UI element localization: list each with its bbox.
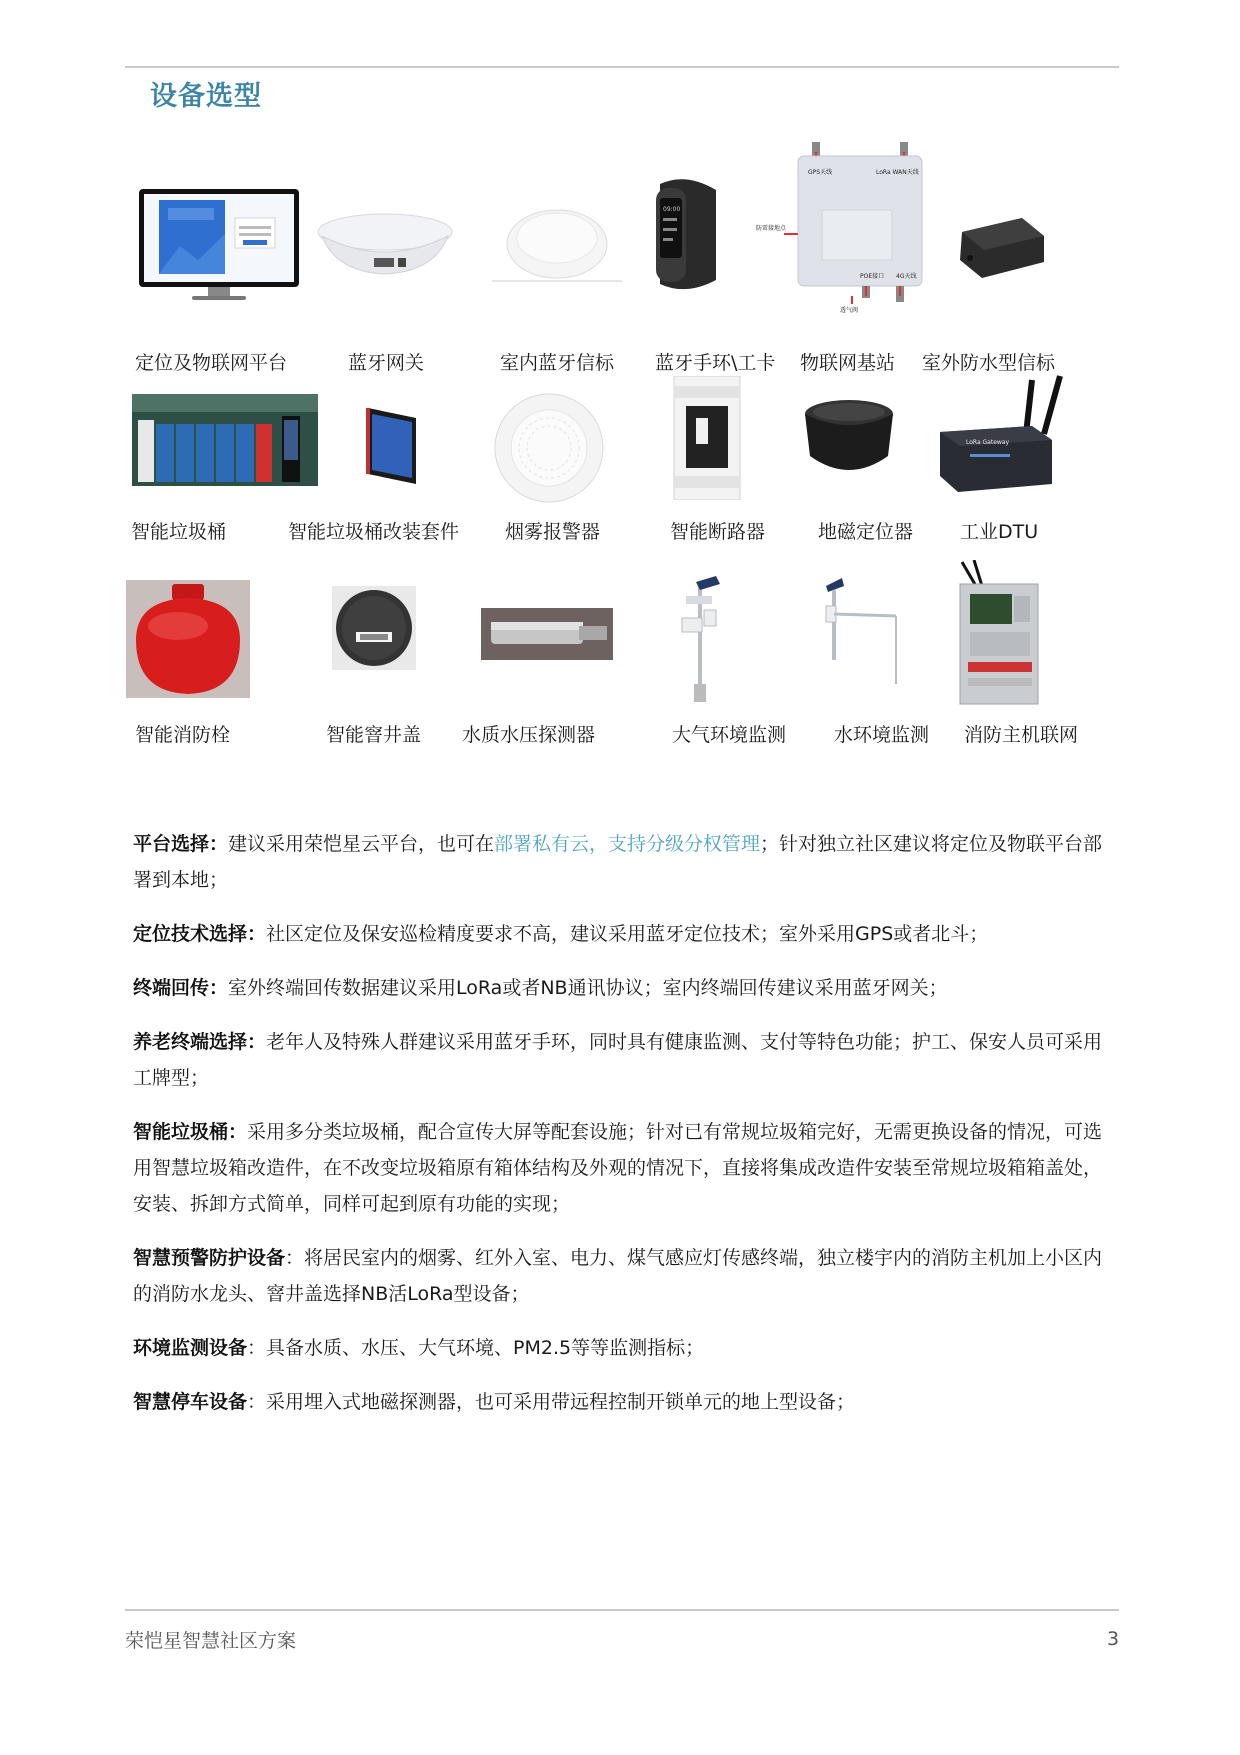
vent-label: 透气阀 <box>840 307 859 314</box>
indoor-beacon-image <box>492 200 622 282</box>
paragraph-label: 定位技术选择： <box>133 923 267 945</box>
smart-breaker-image <box>668 376 746 500</box>
paragraph-text: ：具备水质、水压、大气环境、PM2.5等等监测指标； <box>247 1337 705 1359</box>
lora-antenna-label: LoRa WAN天线 <box>876 169 919 176</box>
paragraph-label: 终端回传： <box>133 977 229 999</box>
4g-antenna-label: 4G天线 <box>896 273 917 280</box>
paragraph-platform <box>133 826 1105 898</box>
dtu-label-text: LoRa Gateway <box>966 439 1010 446</box>
paragraph-environment <box>133 1330 1105 1366</box>
platform-monitor-image <box>138 188 300 302</box>
smart-bins-image <box>132 394 318 486</box>
device-caption: 智能断路器 <box>670 521 766 543</box>
paragraph-text: 采用多分类垃圾桶，配合宣传大屏等配套设施；针对已有常规垃圾箱完好，无需更换设备的情况，可选用智慧垃圾箱改造件，在不改变垃圾箱原有箱体结构及外观的情况下，直接将集成改造件安装至常规垃圾箱箱盖处，安装、拆卸方式简单，同样可起到原有功能的实现； <box>133 1121 1103 1215</box>
device-caption: 室内蓝牙信标 <box>500 352 615 374</box>
water-pressure-probe-image <box>481 608 613 660</box>
paragraph-text: 室外终端回传数据建议采用LoRa或者NB通讯协议；室内终端回传建议采用蓝牙网关； <box>228 977 948 999</box>
smoke-alarm-image <box>476 388 622 506</box>
smart-hydrant-image <box>126 580 250 698</box>
device-caption: 智能垃圾桶 <box>131 521 227 543</box>
paragraph-text: 建议采用荣恺星云平台，也可在 <box>228 833 495 855</box>
header-rule <box>125 66 1119 68</box>
iot-base-station-image <box>712 140 932 318</box>
footer-doc-title: 荣恺星智慧社区方案 <box>125 1630 297 1652</box>
device-caption: 水环境监测 <box>834 724 930 746</box>
device-caption: 工业DTU <box>960 521 1039 543</box>
paragraph-warning <box>133 1240 1105 1312</box>
device-caption: 室外防水型信标 <box>922 352 1056 374</box>
device-caption: 定位及物联网平台 <box>135 352 288 374</box>
paragraph-label: 智慧停车设备 <box>133 1391 248 1413</box>
paragraph-text: 社区定位及保安巡检精度要求不高，建议采用蓝牙定位技术；室外采用GPS或者北斗； <box>266 923 989 945</box>
device-caption: 烟雾报警器 <box>505 521 601 543</box>
poe-label: POE接口 <box>860 273 885 280</box>
device-caption: 智能垃圾桶改装套件 <box>288 521 460 543</box>
water-monitoring-station-image <box>812 578 906 688</box>
paragraph-elderly <box>133 1024 1105 1096</box>
paragraph-bins <box>133 1114 1105 1222</box>
footer-rule <box>125 1609 1119 1611</box>
device-caption: 消防主机联网 <box>964 724 1079 746</box>
device-caption: 大气环境监测 <box>672 724 787 746</box>
device-caption: 水质水压探测器 <box>462 724 596 746</box>
paragraph-label: 智能垃圾桶： <box>133 1121 248 1143</box>
paragraph-positioning <box>133 916 1105 952</box>
bin-retrofit-kit-image <box>362 404 424 488</box>
section-title: 设备选型 <box>150 81 262 112</box>
highlight-text: 部署私有云，支持分级分权管理 <box>494 833 761 855</box>
paragraph-label: 养老终端选择： <box>133 1031 267 1053</box>
industrial-dtu-image <box>922 374 1074 504</box>
page-number: 3 <box>1107 1628 1120 1650</box>
device-caption: 物联网基站 <box>800 352 896 374</box>
paragraph-text: ；针对独立社区建议将定位及物联平台部署到本地； <box>133 833 1103 891</box>
outdoor-beacon-image <box>952 212 1052 284</box>
paragraph-text: 老年人及特殊人群建议采用蓝牙手环，同时具有健康监测、支付等特色功能；护工、保安人员可采用工牌型； <box>133 1031 1103 1089</box>
geomagnetic-sensor-image <box>800 396 898 480</box>
gps-antenna-label: GPS天线 <box>808 169 833 176</box>
bluetooth-gateway-image <box>316 212 454 282</box>
paragraph-backhaul <box>133 970 1105 1006</box>
air-monitoring-station-image <box>668 574 744 702</box>
fire-host-controller-image <box>948 560 1040 706</box>
smart-manhole-cover-image <box>332 586 416 670</box>
lightning-label: 防雷接地点 <box>756 225 787 232</box>
device-caption: 地磁定位器 <box>818 521 914 543</box>
device-caption: 蓝牙手环\工卡 <box>655 352 776 374</box>
device-caption: 智能消防栓 <box>135 724 231 746</box>
paragraph-label: 智慧预警防护设备 <box>133 1247 286 1269</box>
paragraph-parking <box>133 1384 1105 1420</box>
device-caption: 蓝牙网关 <box>348 352 425 374</box>
paragraph-text: ：采用埋入式地磁探测器，也可采用带远程控制开锁单元的地上型设备； <box>247 1391 856 1413</box>
paragraph-label: 环境监测设备 <box>133 1337 248 1359</box>
device-caption: 智能窨井盖 <box>326 724 422 746</box>
paragraph-label: 平台选择： <box>133 833 229 855</box>
paragraph-text: ：将居民室内的烟雾、红外入室、电力、煤气感应灯传感终端，独立楼宇内的消防主机加上小区内的消防水龙头、窨井盖选择NB活LoRa型设备； <box>133 1247 1103 1305</box>
band-time-text: 09:00 <box>663 206 681 213</box>
